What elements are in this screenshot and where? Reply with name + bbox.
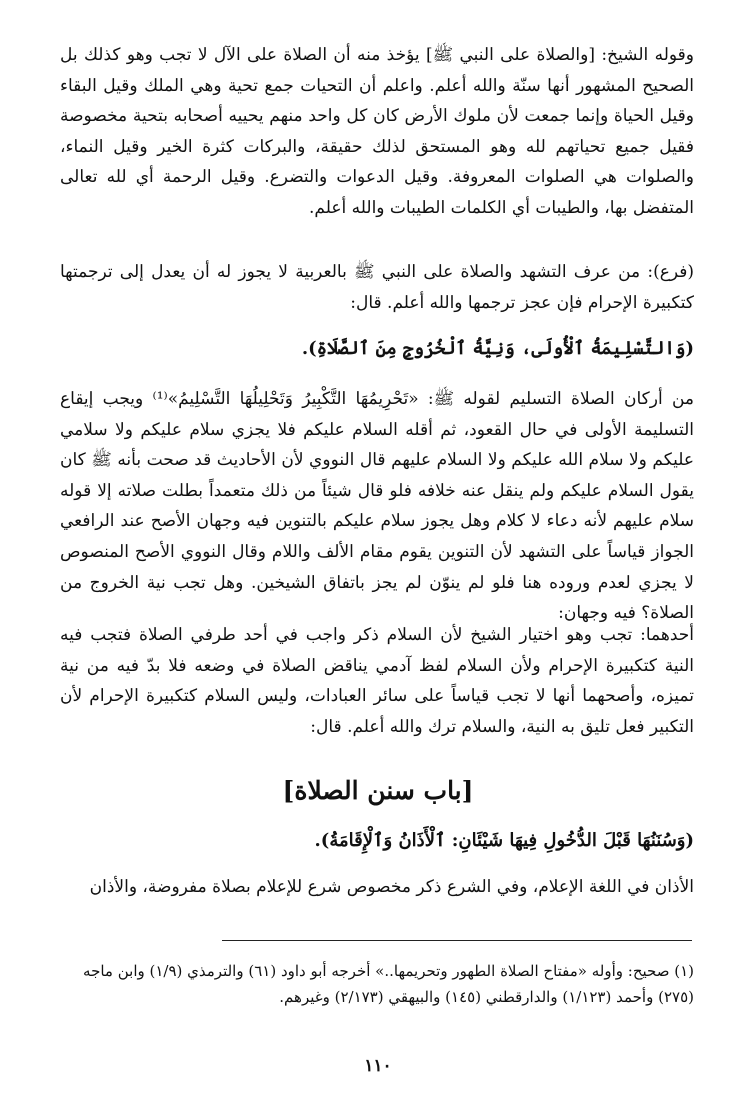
page-number: ١١٠ — [364, 1056, 392, 1076]
paragraph-niyyah: أحدهما: تجب وهو اختيار الشيخ لأن السلام ذكر واجب في أحد طرفي الصلاة فتجب فيه النية كتكبيرة الإحرام ولأن السلام لفظ آدمي يناقض الصلاة في وضعه فلا بدّ فيه من نية تميزه، وأصحهما أنها لا تجب قياساً على سائر العبادات، وليس السلام كتكبيرة الإحرام لأن التكبير فعل تليق به النية، والسلام ترك والله أعلم. قال: — [60, 625, 695, 737]
paragraph-adhan: الأذان في اللغة الإعلام، وفي الشرع ذكر مخصوص شرع للإعلام بصلاة مفروضة، والأذان — [89, 877, 694, 897]
footnote-1: (١) صحيح: وأوله «مفتاح الصلاة الطهور وتحريمها..» أخرجه أبو داود (٦١) والترمذي (١/٩) وابن ماجه (٢٧٥) وأحمد (١/١٢٣) والدارقطني (١٤٥) والبيهقي (٢/١٧٣) وغيرهم. — [83, 962, 694, 1006]
paragraph-tasleem: من أركان الصلاة التسليم لقوله ﷺ: «تَحْرِيمُهَا التَّكْبِيرُ وَتَحْلِيلُهَا التَّسْلِيمُ»⁽¹⁾ ويجب إيقاع التسليمة الأولى في حال القعود، ثم أقله السلام عليكم فلا يجزي سلام عليكم ولا سلامي عليكم ولا سلام الله عليكم ولا السلام عليهم قال النووي لأن الأحاديث قد صحت بأنه ﷺ كان يقول السلام عليكم ولم ينقل عنه خلافه فلو قال شيئاً من ذلك متعمداً بطلت صلاته إلا قوله سلام عليهم لأنه دعاء لا كلام وهل يجوز سلام عليكم بالتنوين فيه وجهان الأصح عند الرافعي الجواز قياساً على التشهد لأن التنوين يقوم مقام الألف واللام وقال النووي الأصح المنصوص لا يجزي لعدم وروده هنا فلو لم ينوّن لم يجز باتفاق الشيخين. وهل تجب نية الخروج من الصلاة؟ فيه وجهان: — [60, 389, 694, 624]
chapter-heading: [باب سنن الصلاة] — [282, 776, 474, 805]
footnote-divider — [222, 940, 692, 941]
matn-tasleem: (وَالتَّسْلِيمَةُ ٱلْأُولَى، وَنِيَّةُ ٱلْخُرُوجِ مِنَ ٱلصَّلَاةِ). — [301, 338, 694, 359]
paragraph-far: (فرع): من عرف التشهد والصلاة على النبي ﷺ بالعربية لا يجوز له أن يعدل إلى ترجمتها كتكبيرة الإحرام فإن عجز ترجمها والله أعلم. قال: — [60, 262, 694, 313]
matn-sunan: (وَسُنَنُهَا قَبْلَ الدُّخُولِ فِيهَا شَيْئَانِ: ٱلْأَذَانُ وَٱلْإِقَامَةُ). — [314, 830, 694, 851]
paragraph-tahiyyat: وقوله الشيخ: [والصلاة على النبي ﷺ] يؤخذ منه أن الصلاة على الآل لا تجب وهو كذلك بل الصحيح المشهور أنها سنّة والله أعلم. واعلم أن التحيات جمع تحية وهي الملك وقيل البقاء وقيل الحياة وإنما جمعت لأن ملوك الأرض كان كل واحد منهم يحييه أصحابه بتحية مخصوصة فقيل جميع تحياتهم لله وهو المستحق لذلك حقيقة، والبركات كثرة الخير وقيل النماء، والصلوات هي الصلوات المعروفة. وقيل الدعوات والتضرع. وقيل الرحمة أي لله تعالى المتفضل بها، والطيبات أي الكلمات الطيبات والله أعلم. — [60, 45, 694, 218]
